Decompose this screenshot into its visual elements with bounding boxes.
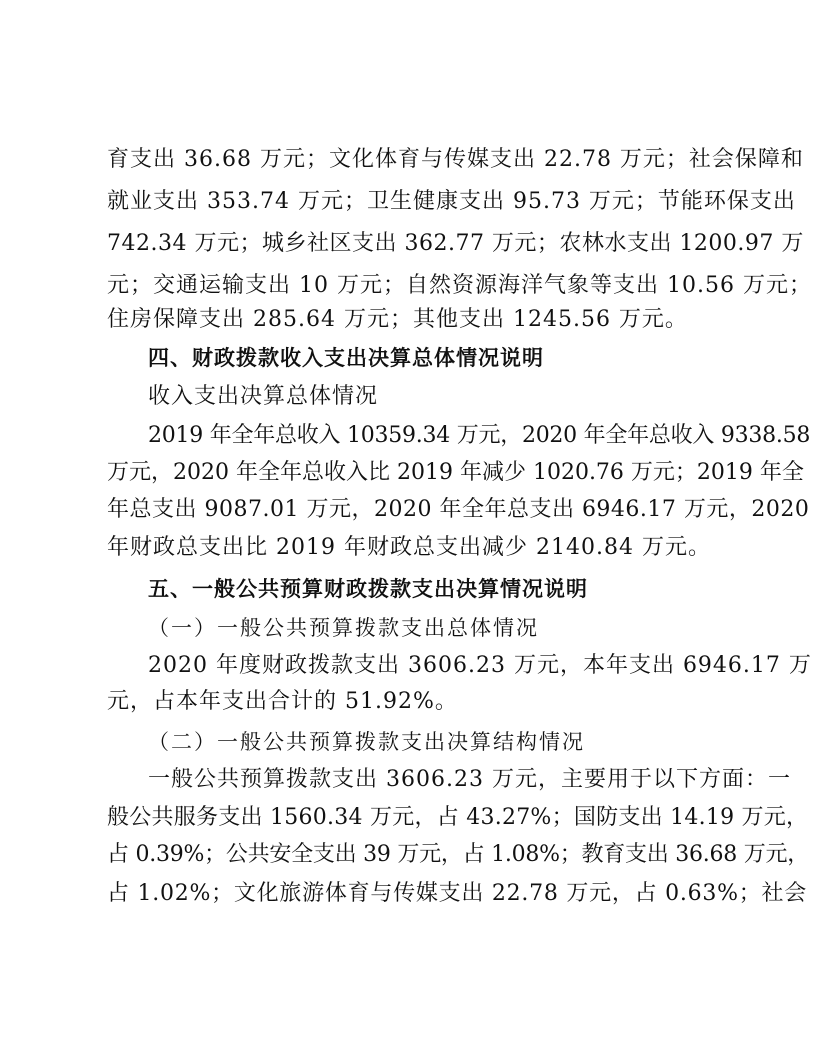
- paragraph-line: 年财政总支出比 2019 年财政总支出减少 2140.84 万元。: [107, 535, 711, 560]
- paragraph-line: 住房保障支出 285.64 万元；其他支出 1245.56 万元。: [107, 307, 688, 332]
- paragraph-line: 般公共服务支出 1560.34 万元，占 43.27%；国防支出 14.19 万元，: [107, 805, 809, 830]
- paragraph-line: 育支出 36.68 万元；文化体育与传媒支出 22.78 万元；社会保障和: [107, 147, 804, 172]
- paragraph-line: 占 1.02%；文化旅游体育与传媒支出 22.78 万元，占 0.63%；社会: [107, 881, 807, 906]
- paragraph-line: 就业支出 353.74 万元；卫生健康支出 95.73 万元；节能环保支出: [107, 189, 796, 214]
- paragraph-line: 2020 年度财政拨款支出 3606.23 万元，本年支出 6946.17 万: [148, 653, 812, 678]
- section-heading: 五、一般公共预算财政拨款支出决算情况说明: [148, 577, 588, 601]
- subsection-heading: 收入支出决算总体情况: [148, 384, 379, 409]
- paragraph-line: 元；交通运输支出 10 万元；自然资源海洋气象等支出 10.56 万元；: [107, 273, 812, 298]
- paragraph-line: 一般公共预算拨款支出 3606.23 万元，主要用于以下方面：一: [148, 767, 791, 792]
- paragraph-line: 占 0.39%；公共安全支出 39 万元，占 1.08%；教育支出 36.68 万元，: [107, 842, 809, 867]
- paragraph-line: 万元，2020 年全年总收入比 2019 年减少 1020.76 万元；2019 年全: [107, 460, 804, 485]
- subsection-heading: （一）一般公共预算拨款支出总体情况: [148, 616, 539, 640]
- paragraph-line: 年总支出 9087.01 万元，2020 年全年总支出 6946.17 万元，2020: [107, 497, 810, 522]
- subsection-heading: （二）一般公共预算拨款支出决算结构情况: [148, 730, 585, 754]
- paragraph-line: 元，占本年支出合计的 51.92%。: [107, 689, 458, 714]
- paragraph-line: 2019 年全年总收入 10359.34 万元，2020 年全年总收入 9338.58: [148, 423, 811, 448]
- section-heading: 四、财政拨款收入支出决算总体情况说明: [148, 346, 544, 370]
- paragraph-line: 742.34 万元；城乡社区支出 362.77 万元；农林水支出 1200.97 万: [107, 231, 804, 256]
